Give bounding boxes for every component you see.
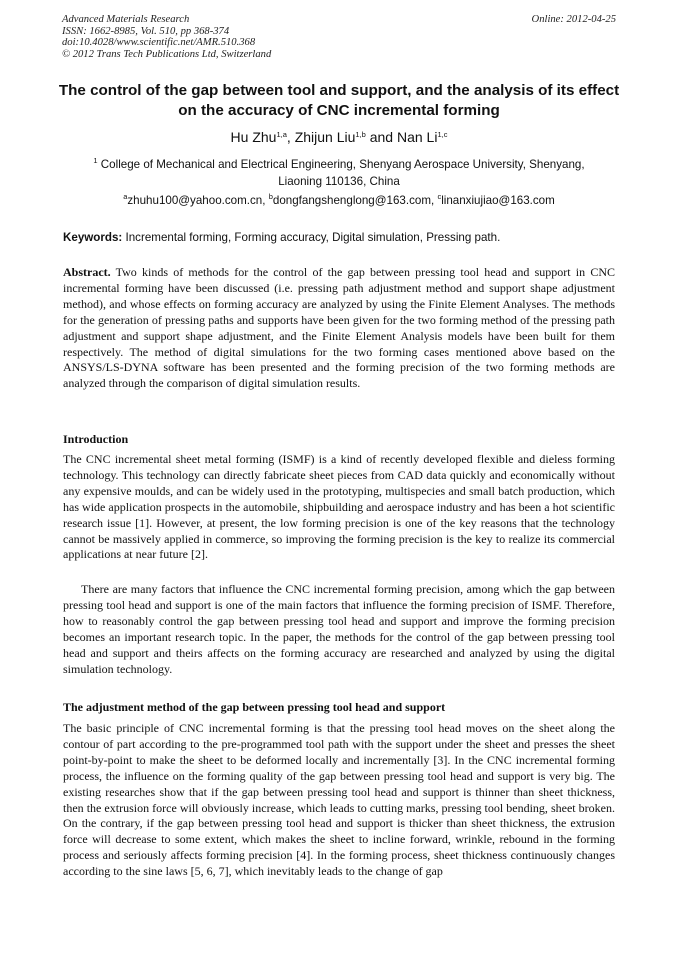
author-separator: and xyxy=(365,129,397,145)
affiliation-line: Liaoning 110136, China xyxy=(278,175,400,188)
keywords xyxy=(63,230,623,245)
affiliation xyxy=(60,156,618,190)
author-superscript: 1,b xyxy=(355,130,366,139)
copyright-line: © 2012 Trans Tech Publications Ltd, Switzerland xyxy=(62,48,272,60)
intro-paragraph-1: The CNC incremental sheet metal forming (ISMF) is a kind of recently developed flexible and dieless forming technology. This technology can directly fabricate sheet pieces from CAD data quickly and economically without any expensive moulds, and can be widely used in the prototyping, multispecies and small batch production, which has wide application prospects in the automobile, shipbuilding and aerospace industry and has been a hot scientific research issue [1]. However, at present, the low forming precision is one of the key reasons that the technology cannot be massively applied in commerce, so improving the forming precision is the key to realize its commercial applications at near future [2]. xyxy=(63,452,615,562)
author-superscript: 1,a xyxy=(276,130,287,139)
affiliation-line: College of Mechanical and Electrical Engineering, Shenyang Aerospace University, Shenyang, xyxy=(100,158,585,171)
section2-paragraph-1: The basic principle of CNC incremental forming is that the pressing tool head moves on the sheet along the contour of part according to the pre-programmed tool path with the support under the sheet and presses the sheet point-by-point to make the sheet to be deformed locally and incrementally [3]. In the CNC incremental forming process, the influence on the forming quality of the gap between pressing tool head and support is very big. The existing researches show that if the gap between pressing tool head and support is thinner than sheet thickness, then the extrusion force will obviously increase, which leads to cutting marks, pressing tool bending, sheet broken. On the contrary, if the gap between pressing tool head and support is thicker than sheet thickness, the extrusion force will decrease to some extent, which makes the sheet to incline forward, wrinkle, rebound in the forming process and seriously affects forming precision [4]. In the forming process, sheet thickness continuously changes according to the sine laws [5, 6, 7], which inevitably leads to the change of gap xyxy=(63,721,615,879)
email-separator: , xyxy=(262,194,269,207)
section-heading-introduction: Introduction xyxy=(63,432,129,446)
author-name: Nan Li xyxy=(396,129,438,145)
email-list xyxy=(58,193,620,208)
author-name: Hu Zhu xyxy=(230,129,277,145)
abstract xyxy=(63,265,615,392)
email-superscript: c xyxy=(437,192,442,201)
abstract-text: Two kinds of methods for the control of the gap between pressing tool head and support in CNC incremental forming have been discussed (i.e. pressing path adjustment method and support shape adjustment method), and whose effects on forming accuracy are analyzed by using the Finite Element Analyses. The methods for the generation of pressing paths and supports have been given for the two forming method of the pressing path adjustment and support shape adjustment, and the Finite Element Analysis models have been built for them respectively. The method of digital simulations for the two forming cases mentioned above based on the ANSYS/LS-DYNA software has been presented and the forming precision of the two forming methods are analyzed through the comparison of digital simulation results. xyxy=(63,265,615,391)
section-heading-gap-adjustment: The adjustment method of the gap between pressing tool head and support xyxy=(63,700,446,714)
email-superscript: a xyxy=(123,192,128,201)
email-superscript: b xyxy=(268,192,273,201)
issn-line: ISSN: 1662-8985, Vol. 510, pp 368-374 xyxy=(62,25,230,37)
email-link[interactable]: dongfangshenglong@163.com xyxy=(272,194,431,207)
online-date: Online: 2012-04-25 xyxy=(531,14,616,25)
paper-title: The control of the gap between tool and support, and the analysis of its effect on the accuracy of CNC incremental forming xyxy=(58,82,620,119)
email-link[interactable]: linanxiujiao@163.com xyxy=(441,194,555,207)
journal-header xyxy=(62,14,616,60)
keywords-label: Keywords: xyxy=(63,231,123,244)
author-separator: , xyxy=(286,129,295,145)
email-separator: , xyxy=(430,194,438,207)
abstract-label: Abstract. xyxy=(63,265,111,279)
author-list xyxy=(58,128,620,146)
journal-name: Advanced Materials Research xyxy=(62,14,190,25)
author-name: Zhijun Liu xyxy=(294,129,356,145)
author-superscript: 1,c xyxy=(437,130,448,139)
email-link[interactable]: zhuhu100@yahoo.com.cn xyxy=(127,194,263,207)
doi-line: doi:10.4028/www.scientific.net/AMR.510.368 xyxy=(62,37,256,49)
intro-paragraph-2: There are many factors that influence the CNC incremental forming precision, among which the gap between pressing tool head and support is one of the main factors that influence the forming precision of ISMF. Therefore, how to reasonably control the gap between pressing tool head and support and improve the forming precision becomes an important research topic. In the paper, the methods for the control of the gap between pressing tool head and support and theirs affects on the forming accuracy are researched and analyzed by using the digital simulation technology. xyxy=(63,582,615,676)
affiliation-superscript: 1 xyxy=(93,156,98,165)
keywords-text: Incremental forming, Forming accuracy, Digital simulation, Pressing path. xyxy=(125,231,501,244)
